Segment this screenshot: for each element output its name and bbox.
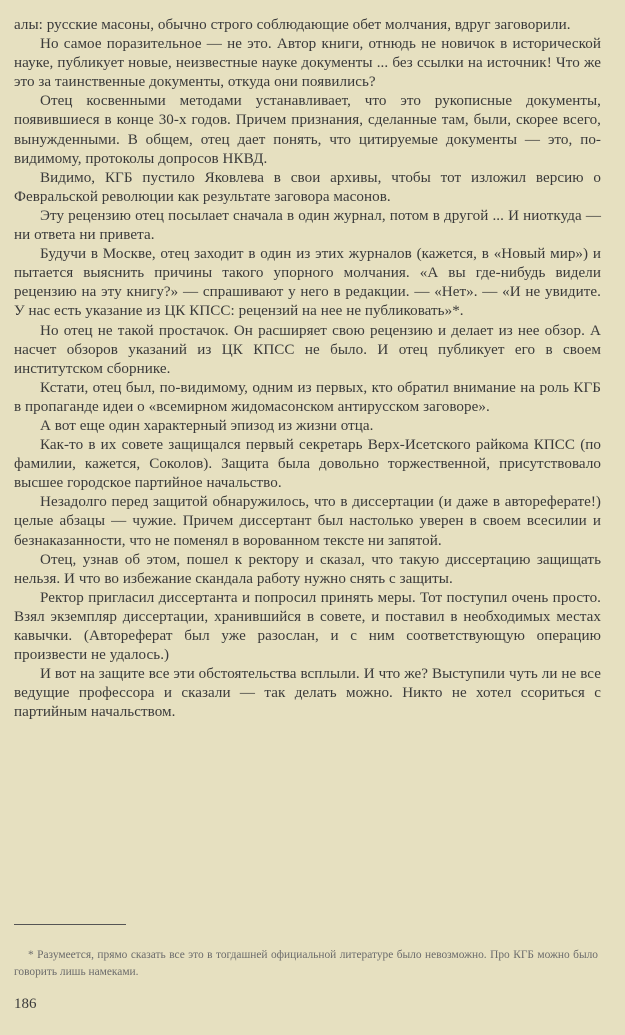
- paragraph: А вот еще один характерный эпизод из жизни отца.: [40, 417, 374, 434]
- paragraph: Отец, узнав об этом, пошел к ректору и сказал, что такую диссертацию защищать нельзя. И что во избежание скандала работу нужно снять с защиты.: [14, 551, 601, 587]
- paragraph: Но самое поразительное — не это. Автор книги, отнюдь не новичок в исторической науке, публикует новые, неизвестные науке документы ... без ссылки на источник! Что же это за таинственные документы, откуда они появились?: [14, 36, 601, 91]
- paragraph: Ректор пригласил диссертанта и попросил принять меры. Тот поступил очень просто. Взял экземпляр диссертации, хранившийся в совете, и поставил в необходимых местах кавычки. (Автореферат был уже разослан, и с ним соответствующую операцию произвести не удалось.): [14, 589, 601, 664]
- body-text: [14, 16, 601, 722]
- paragraph: Но отец не такой простачок. Он расширяет свою рецензию и делает из нее обзор. А насчет обзоров указаний из ЦК КПСС не было. И отец публикует его в своем институтском сборнике.: [14, 322, 601, 377]
- paragraph: Кстати, отец был, по-видимому, одним из первых, кто обратил внимание на роль КГБ в пропаганде идеи о «всемирном жидомасонском антирусском заговоре».: [14, 379, 601, 415]
- paragraph: Незадолго перед защитой обнаружилось, что в диссертации (и даже в автореферате!) целые абзацы — чужие. Причем диссертант был настолько уверен в своем всесилии и безнаказанности, что не поменял в ворованном тексте ни запятой.: [14, 494, 601, 549]
- paragraph: Видимо, КГБ пустило Яковлева в свои архивы, чтобы тот изложил версию о Февральской революции как результате заговора масонов.: [14, 169, 601, 205]
- paragraph: Эту рецензию отец посылает сначала в один журнал, потом в другой ... И ниоткуда — ни ответа ни привета.: [14, 207, 601, 244]
- paragraph: Отец косвенными методами устанавливает, что это рукописные документы, появившиеся в конце 30-х годов. Причем признания, сделанные там, были, скорее всего, вынужденными. В общем, отец дает понять, что цитируемые документы — это, по-видимому, протоколы допросов НКВД.: [14, 93, 601, 167]
- footnote-divider: [14, 924, 126, 925]
- paragraph: И вот на защите все эти обстоятельства всплыли. И что же? Выступили чуть ли не все ведущие профессора и сказали — так делать можно. Никто не хотел ссориться с партийным начальством.: [14, 666, 601, 721]
- page-number: 186: [14, 996, 37, 1012]
- paragraph: Как-то в их совете защищался первый секретарь Верх-Исетского райкома КПСС (по фамилии, кажется, Соколов). Защита была довольно торжественной, присутствовало высшее городское партийное начальство.: [14, 437, 601, 492]
- paragraph: Будучи в Москве, отец заходит в один из этих журналов (кажется, в «Новый мир») и пытается выяснить причины такого упорного молчания. «А вы где-нибудь видели рецензию на эту книгу?» — спрашивают у него в редакции. — «Нет». — «И не увидите. У нас есть указание из ЦК КПСС: рецензий на нее не публиковать»*.: [14, 246, 601, 320]
- footnote: * Разумеется, прямо сказать все это в тогдашней официальной литературе было невозможно. Про КГБ можно было говорить лишь намеками.: [14, 949, 598, 978]
- paragraph: алы: русские масоны, обычно строго соблюдающие обет молчания, вдруг заговорили.: [14, 17, 571, 33]
